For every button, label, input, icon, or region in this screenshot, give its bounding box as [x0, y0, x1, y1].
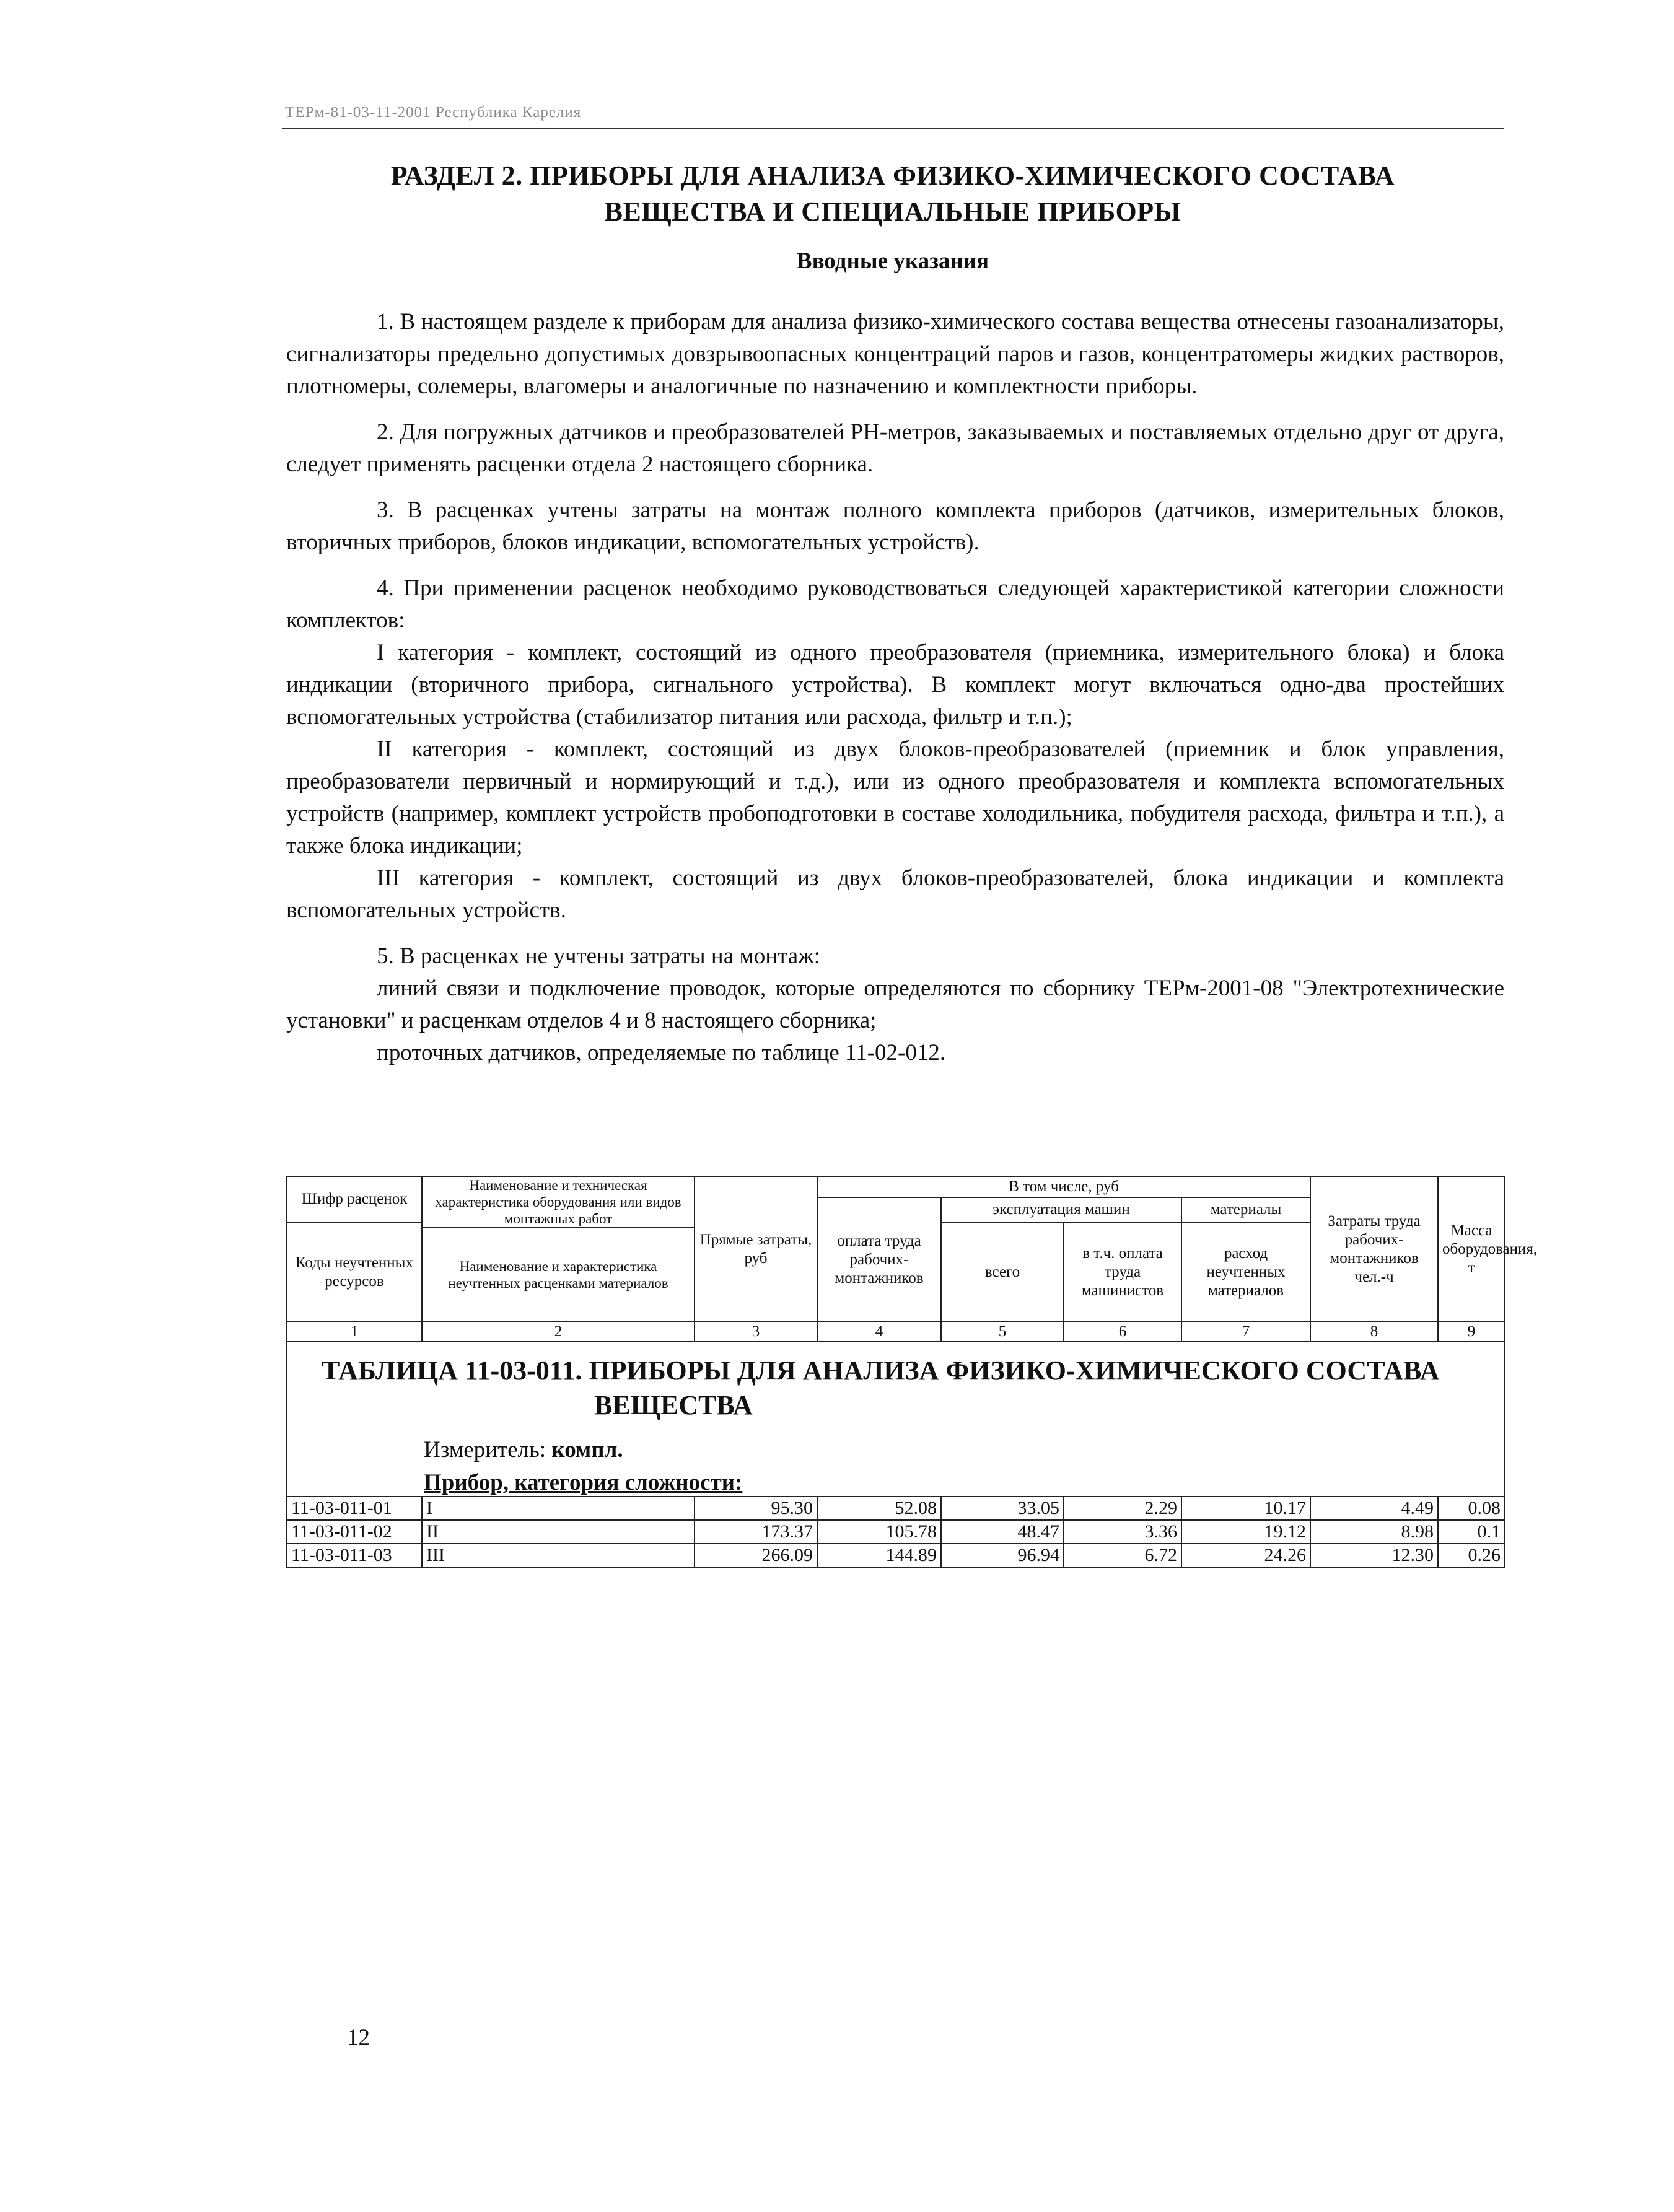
header-code: Шифр расценок	[287, 1176, 422, 1223]
header-equipment-mass: Масса оборудования, т	[1438, 1176, 1505, 1322]
labor-pay-value: 144.89	[817, 1544, 941, 1567]
header-machinist-pay: в т.ч. оплата труда машинистов	[1064, 1223, 1181, 1322]
intro-body	[286, 306, 1504, 1069]
materials-value: 19.12	[1181, 1520, 1310, 1544]
meter-label: Измеритель:	[424, 1437, 546, 1462]
direct-costs-value: 95.30	[695, 1497, 817, 1520]
header-including: В том числе, руб	[817, 1176, 1310, 1197]
column-number: 3	[695, 1322, 817, 1342]
machines-value: 33.05	[941, 1497, 1064, 1520]
paragraph-5: 5. В расценках не учтены затраты на монтаж:	[377, 943, 820, 969]
rate-name: II	[422, 1520, 695, 1544]
labor-hours-value: 12.30	[1310, 1544, 1438, 1567]
subheading-row	[287, 1467, 1505, 1497]
direct-costs-value: 266.09	[695, 1544, 817, 1567]
column-number: 4	[817, 1322, 941, 1342]
paragraph-3: 3. В расценках учтены затраты на монтаж полного комплекта приборов (датчиков, измерительных блоков, вторичных приборов, блоков индикации, вспомогательных устройств).	[286, 497, 1504, 555]
running-head: ТЕРм-81-03-11-2001 Республика Карелия	[285, 104, 582, 121]
section-title	[282, 158, 1504, 230]
machinist-pay-value: 6.72	[1064, 1544, 1181, 1567]
category-3-description: III категория - комплект, состоящий из двух блоков-преобразователей, блока индикации и комплекта вспомогательных устройств.	[286, 865, 1504, 923]
mass-value: 0.08	[1438, 1497, 1505, 1520]
header-machines: эксплуатация машин	[941, 1197, 1181, 1223]
category-2-description: II категория - комплект, состоящий из двух блоков-преобразователей (приемник и блок управления, преобразователи первичный и нормирующий и т.д.), или из одного преобразователя и комплекта вспомогательных устройств (например, комплект устройств пробоподготовки в составе холодильника, побудителя расхода, фильтра и т.п.), а также блока индикации;	[286, 737, 1504, 859]
table-title-line-1: ТАБЛИЦА 11-03-011. ПРИБОРЫ ДЛЯ АНАЛИЗА ФИЗИКО-ХИМИЧЕСКОГО СОСТАВА	[322, 1355, 1440, 1386]
rates-table	[286, 1176, 1538, 1568]
labor-hours-value: 8.98	[1310, 1520, 1438, 1544]
meter-value: компл.	[551, 1437, 623, 1462]
subheading: Прибор, категория сложности:	[424, 1470, 743, 1495]
intro-heading: Вводные указания	[796, 248, 989, 274]
header-materials-unaccounted: расход неучтенных материалов	[1181, 1223, 1310, 1322]
page-number: 12	[347, 2025, 370, 2050]
table-row	[287, 1520, 1505, 1544]
column-number: 1	[287, 1322, 422, 1342]
header-name: Наименование и техническая характеристика оборудования или видов монтажных работ	[422, 1176, 695, 1228]
paragraph-1: 1. В настоящем разделе к приборам для анализа физико-химического состава вещества отнесены газоанализаторы, сигнализаторы предельно допустимых довзрывоопасных концентраций паров и газов, концентратомеры жидких растворов, плотномеры, солемеры, влагомеры и аналогичные по назначению и комплектности приборы.	[286, 309, 1504, 399]
direct-costs-value: 173.37	[695, 1520, 817, 1544]
column-number: 8	[1310, 1322, 1438, 1342]
section-title-line-1: РАЗДЕЛ 2. ПРИБОРЫ ДЛЯ АНАЛИЗА ФИЗИКО-ХИМИЧЕСКОГО СОСТАВА	[390, 160, 1395, 191]
paragraph-4: 4. При применении расценок необходимо руководствоваться следующей характеристикой категории сложности комплектов:	[286, 575, 1504, 633]
labor-pay-value: 52.08	[817, 1497, 941, 1520]
labor-pay-value: 105.78	[817, 1520, 941, 1544]
machinist-pay-value: 2.29	[1064, 1497, 1181, 1520]
rate-name: I	[422, 1497, 695, 1520]
table-title	[294, 1353, 1498, 1423]
column-number: 5	[941, 1322, 1064, 1342]
table-row	[287, 1497, 1505, 1520]
machinist-pay-value: 3.36	[1064, 1520, 1181, 1544]
exclusion-communication-lines: линий связи и подключение проводок, которые определяются по сборнику ТЕРм-2001-08 "Электротехнические установки" и расценкам отделов 4 и 8 настоящего сборника;	[286, 976, 1504, 1033]
rate-name: III	[422, 1544, 695, 1567]
machines-value: 96.94	[941, 1544, 1064, 1567]
header-labor-pay: оплата труда рабочих-монтажников	[817, 1197, 941, 1322]
materials-value: 24.26	[1181, 1544, 1310, 1567]
header-labor-hours: Затраты труда рабочих-монтажников чел.-ч	[1310, 1176, 1438, 1322]
rate-code: 11-03-011-02	[287, 1520, 422, 1544]
table-title-line-2: ВЕЩЕСТВА	[594, 1390, 753, 1420]
rate-code: 11-03-011-03	[287, 1544, 422, 1567]
mass-value: 0.26	[1438, 1544, 1505, 1567]
header-rule	[282, 128, 1504, 129]
header-materials: материалы	[1181, 1197, 1310, 1223]
header-resource-codes: Коды неучтенных ресурсов	[287, 1223, 422, 1322]
exclusion-flow-sensors: проточных датчиков, определяемые по таблице 11-02-012.	[377, 1040, 946, 1065]
table-title-block	[287, 1342, 1505, 1467]
mass-value: 0.1	[1438, 1520, 1505, 1544]
column-number: 7	[1181, 1322, 1310, 1342]
meter-line	[294, 1436, 1498, 1463]
column-number: 2	[422, 1322, 695, 1342]
header-resource-names: Наименование и характеристика неучтенных расценками материалов	[422, 1228, 695, 1322]
header-machines-total: всего	[941, 1223, 1064, 1322]
column-number: 6	[1064, 1322, 1181, 1342]
paragraph-2: 2. Для погружных датчиков и преобразователей РН-метров, заказываемых и поставляемых отдельно друг от друга, следует применять расценки отдела 2 настоящего сборника.	[286, 419, 1504, 477]
header-direct-costs: Прямые затраты, руб	[695, 1176, 817, 1322]
machines-value: 48.47	[941, 1520, 1064, 1544]
column-number: 9	[1438, 1322, 1505, 1342]
materials-value: 10.17	[1181, 1497, 1310, 1520]
category-1-description: I категория - комплект, состоящий из одного преобразователя (приемника, измерительного блока) и блока индикации (вторичного прибора, сигнального устройства). В комплект могут включаться одно-два простейших вспомогательных устройства (стабилизатор питания или расхода, фильтр и т.п.);	[286, 640, 1504, 730]
labor-hours-value: 4.49	[1310, 1497, 1438, 1520]
table-row	[287, 1544, 1505, 1567]
section-title-line-2: ВЕЩЕСТВА И СПЕЦИАЛЬНЫЕ ПРИБОРЫ	[604, 196, 1181, 227]
rate-code: 11-03-011-01	[287, 1497, 422, 1520]
